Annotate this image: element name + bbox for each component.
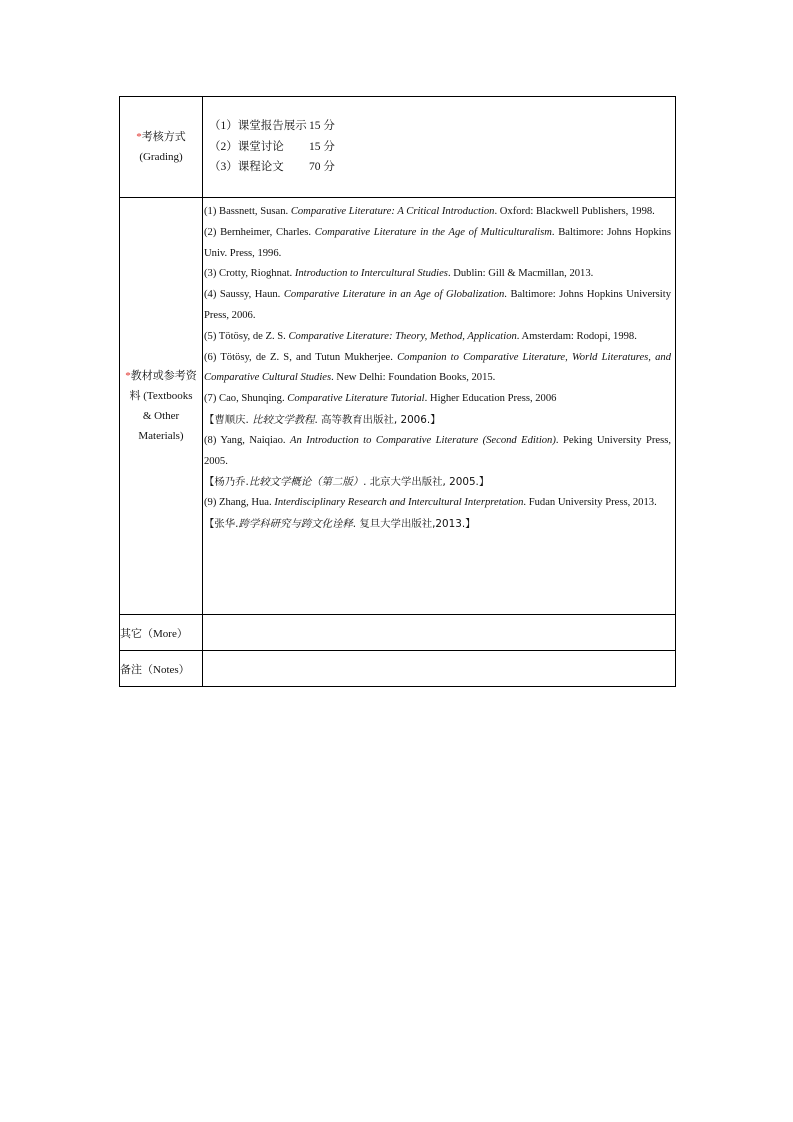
reference-item-cn: 【杨乃乔.比较文学概论（第二版）. 北京大学出版社, 2005.】 — [204, 476, 490, 489]
notes-label: 备注（Notes） — [120, 651, 203, 687]
references-list — [203, 198, 676, 615]
materials-label-cell: *教材或参考资 料 (Textbooks & Other Materials) — [120, 198, 203, 615]
more-value — [203, 615, 676, 651]
grading-item: （3）课程论文 70 分 — [209, 161, 335, 174]
notes-row — [120, 651, 676, 687]
more-label: 其它（More） — [120, 615, 203, 651]
grading-row — [120, 97, 676, 198]
grading-content-cell — [203, 97, 676, 198]
grading-label: *考核方式 — [136, 131, 186, 143]
reference-item: (5) Tötösy, de Z. S. Comparative Literature: Theory, Method, Application. Amsterdam: Rodopi, 1998. — [204, 330, 637, 342]
materials-row — [120, 198, 676, 615]
more-row — [120, 615, 676, 651]
grading-label-en: (Grading) — [139, 151, 183, 163]
reference-item: (8) Yang, Naiqiao. An Introduction to Comparative Literature (Second Edition). Peking University Press, 2005. — [204, 434, 672, 467]
reference-item: (4) Saussy, Haun. Comparative Literature in an Age of Globalization. Baltimore: Johns Hopkins University Press, 2006. — [204, 289, 671, 321]
reference-item: (9) Zhang, Hua. Interdisciplinary Research and Intercultural Interpretation. Fudan University Press, 2013. — [204, 497, 657, 509]
required-star: * — [125, 370, 131, 382]
reference-item-cn: 【曹顺庆. 比较文学教程. 高等教育出版社, 2006.】 — [204, 413, 441, 426]
reference-item: (6) Tötösy, de Z. S, and Tutun Mukherjee. Companion to Comparative Literature, World Literatures, and Comparative Cultural Studies. New Delhi: Foundation Books, 2015. — [204, 351, 672, 384]
grading-item: （2）课堂讨论 15 分 — [209, 140, 335, 153]
reference-item: (7) Cao, Shunqing. Comparative Literature Tutorial. Higher Education Press, 2006 — [204, 393, 557, 405]
reference-item-cn: 【张华.跨学科研究与跨文化诠释. 复旦大学出版社,2013.】 — [204, 517, 476, 530]
required-star: * — [136, 131, 142, 143]
reference-item: (2) Bernheimer, Charles. Comparative Literature in the Age of Multiculturalism. Baltimore: Johns Hopkins Univ. Press, 1996. — [204, 226, 671, 259]
course-info-table — [119, 96, 676, 687]
notes-value — [203, 651, 676, 687]
grading-item: （1）课堂报告展示 15 分 — [209, 120, 335, 133]
grading-label-cell — [120, 97, 203, 198]
reference-item: (1) Bassnett, Susan. Comparative Literature: A Critical Introduction. Oxford: Blackwell Publishers, 1998. — [204, 206, 655, 217]
reference-item: (3) Crotty, Rioghnat. Introduction to Intercultural Studies. Dublin: Gill & Macmillan, 2013. — [204, 268, 594, 280]
